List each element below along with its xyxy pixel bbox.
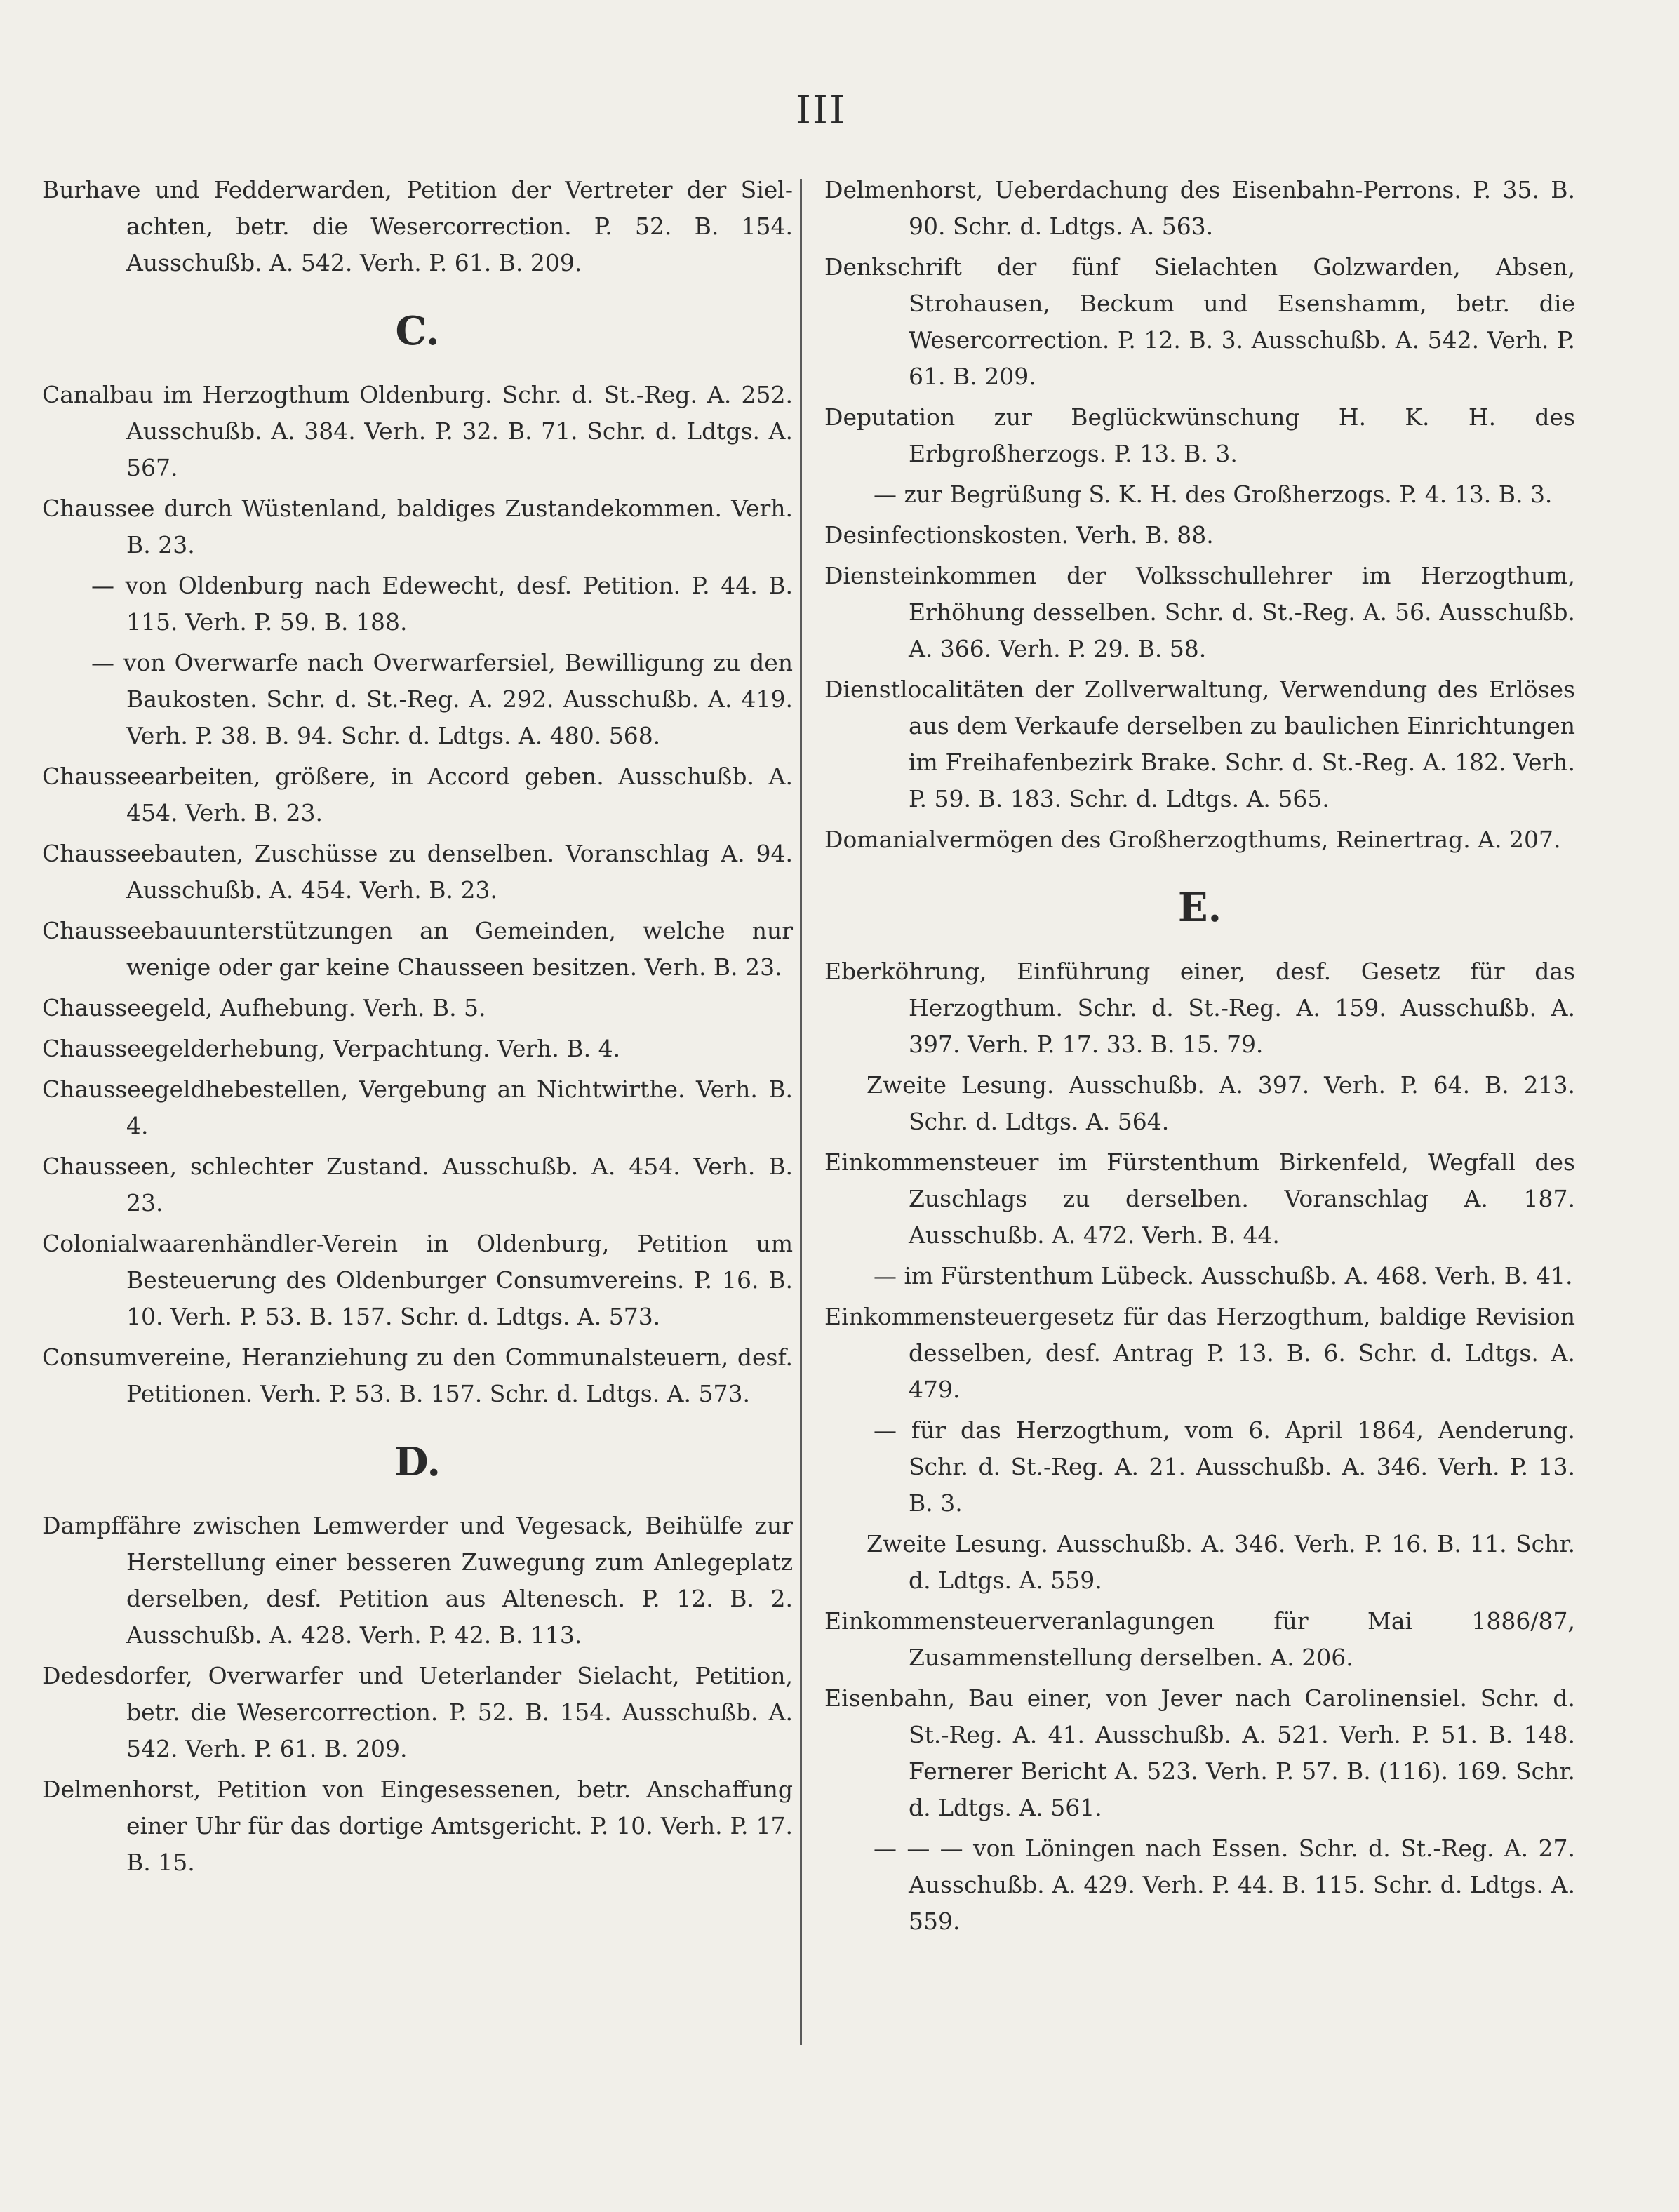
index-entry: Dienstlocalitäten der Zollverwaltung, Verwendung des Erlöses aus dem Verkaufe derselben zu baulichen Einrichtungen im Freihafenbezirk Brake. Schr. d. St.-Reg. A. 182. Verh. P. 59. B. 183. Schr. d. Ldtgs. A. 565. xyxy=(824,676,1575,812)
index-entry: Chausseebauunterstützungen an Gemeinden, welche nur wenige oder gar keine Chausseen besitzen. Verh. B. 23. xyxy=(42,917,793,981)
index-entry: Zweite Lesung. Ausschußb. A. 346. Verh. P. 16. B. 11. Schr. d. Ldtgs. A. 559. xyxy=(867,1530,1575,1594)
index-entry: Eberköhrung, Einführung einer, desf. Gesetz für das Herzogthum. Schr. d. St.-Reg. A. 159. Ausschußb. A. 397. Verh. P. 17. 33. B. 15. 79. xyxy=(824,958,1575,1058)
index-entry: — im Fürstenthum Lübeck. Ausschußb. A. 468. Verh. B. 41. xyxy=(874,1262,1573,1289)
index-entry: Chausseegeld, Aufhebung. Verh. B. 5. xyxy=(42,994,486,1021)
index-entry: Canalbau im Herzogthum Oldenburg. Schr. d. St.-Reg. A. 252. Ausschußb. A. 384. Verh. P. 32. B. 71. Schr. d. Ldtgs. A. 567. xyxy=(42,381,793,481)
index-entry: Denkschrift der fünf Sielachten Golzwarden, Absen, Strohausen, Beckum und Esenshamm, betr. die Wesercorrection. P. 12. B. 3. Ausschußb. A. 542. Verh. P. 61. B. 209. xyxy=(824,253,1575,390)
index-entry: Burhave und Fedderwarden, Petition der Vertreter der Siel-achten, betr. die Wesercorrection. P. 52. B. 154. Ausschußb. A. 542. Verh. P. 61. B. 209. xyxy=(42,176,793,276)
index-entry: Chausseegeldhebestellen, Vergebung an Nichtwirthe. Verh. B. 4. xyxy=(42,1075,793,1139)
index-entry: Einkommensteuergesetz für das Herzogthum, baldige Revision desselben, desf. Antrag P. 13. B. 6. Schr. d. Ldtgs. A. 479. xyxy=(824,1303,1575,1403)
section-letter: C. xyxy=(395,308,440,354)
index-entry: Chaussee durch Wüstenland, baldiges Zustandekommen. Verh. B. 23. xyxy=(42,495,793,558)
index-entry: Chausseegelderhebung, Verpachtung. Verh. B. 4. xyxy=(42,1035,621,1062)
index-entry: Diensteinkommen der Volksschullehrer im Herzogthum, Erhöhung desselben. Schr. d. St.-Reg. A. 56. Ausschußb. A. 366. Verh. P. 29. B. 58. xyxy=(824,562,1575,662)
index-entry: Deputation zur Beglückwünschung H. K. H. des Erbgroßherzogs. P. 13. B. 3. xyxy=(824,403,1575,467)
section-letter: D. xyxy=(394,1439,441,1485)
index-entry: Dampffähre zwischen Lemwerder und Vegesack, Beihülfe zur Herstellung einer besseren Zuwegung zum Anlegeplatz derselben, desf. Petition aus Altenesch. P. 12. B. 2. Ausschußb. A. 428. Verh. P. 42. B. 113. xyxy=(42,1512,793,1649)
left-column xyxy=(42,172,793,1885)
index-entry: Eisenbahn, Bau einer, von Jever nach Carolinensiel. Schr. d. St.-Reg. A. 41. Ausschußb. A. 521. Verh. P. 51. B. 148. Fernerer Bericht A. 523. Verh. P. 57. B. (116). 169. Schr. d. Ldtgs. A. 561. xyxy=(824,1684,1575,1821)
index-entry: — von Overwarfe nach Overwarfersiel, Bewilligung zu den Baukosten. Schr. d. St.-Reg. A. 292. Ausschußb. A. 419. Verh. P. 38. B. 94. Schr. d. Ldtgs. A. 480. 568. xyxy=(91,649,793,749)
index-entry: Delmenhorst, Petition von Eingesessenen, betr. Anschaffung einer Uhr für das dortige Amtsgericht. P. 10. Verh. P. 17. B. 15. xyxy=(42,1776,793,1876)
index-entry: Einkommensteuerveranlagungen für Mai 1886/87, Zusammenstellung derselben. A. 206. xyxy=(824,1607,1575,1671)
index-entry: Einkommensteuer im Fürstenthum Birkenfeld, Wegfall des Zuschlags zu derselben. Voranschlag A. 187. Ausschußb. A. 472. Verh. B. 44. xyxy=(824,1148,1575,1249)
index-entry: Delmenhorst, Ueberdachung des Eisenbahn-Perrons. P. 35. B. 90. Schr. d. Ldtgs. A. 563. xyxy=(824,176,1575,240)
column-divider xyxy=(800,179,802,2045)
index-entry: Dedesdorfer, Overwarfer und Ueterlander Sielacht, Petition, betr. die Wesercorrection. P. 52. B. 154. Ausschußb. A. 542. Verh. P. 61. B. 209. xyxy=(42,1662,793,1762)
right-column xyxy=(824,172,1575,1944)
index-entry: Desinfectionskosten. Verh. B. 88. xyxy=(824,521,1214,549)
index-entry: Colonialwaarenhändler-Verein in Oldenburg, Petition um Besteuerung des Oldenburger Consumvereins. P. 16. B. 10. Verh. P. 53. B. 157. Schr. d. Ldtgs. A. 573. xyxy=(42,1230,793,1330)
index-entry: Chausseebauten, Zuschüsse zu denselben. Voranschlag A. 94. Ausschußb. A. 454. Verh. B. 23. xyxy=(42,840,793,904)
index-entry: — — — von Löningen nach Essen. Schr. d. St.-Reg. A. 27. Ausschußb. A. 429. Verh. P. 44. B. 115. Schr. d. Ldtgs. A. 559. xyxy=(874,1835,1575,1935)
index-entry: — für das Herzogthum, vom 6. April 1864, Aenderung. Schr. d. St.-Reg. A. 21. Ausschußb. A. 346. Verh. P. 13. B. 3. xyxy=(874,1416,1575,1517)
index-entry: Chausseen, schlechter Zustand. Ausschußb. A. 454. Verh. B. 23. xyxy=(42,1153,793,1216)
section-letter: E. xyxy=(1177,885,1222,931)
index-entry: Domanialvermögen des Großherzogthums, Reinertrag. A. 207. xyxy=(824,826,1561,853)
page-number: III xyxy=(795,88,847,133)
index-entry: Consumvereine, Heranziehung zu den Communalsteuern, desf. Petitionen. Verh. P. 53. B. 157. Schr. d. Ldtgs. A. 573. xyxy=(42,1343,793,1407)
index-entry: — zur Begrüßung S. K. H. des Großherzogs. P. 4. 13. B. 3. xyxy=(874,481,1553,508)
index-entry: Chausseearbeiten, größere, in Accord geben. Ausschußb. A. 454. Verh. B. 23. xyxy=(42,763,793,826)
index-entry: — von Oldenburg nach Edewecht, desf. Petition. P. 44. B. 115. Verh. P. 59. B. 188. xyxy=(91,572,793,636)
index-entry: Zweite Lesung. Ausschußb. A. 397. Verh. P. 64. B. 213. Schr. d. Ldtgs. A. 564. xyxy=(867,1071,1575,1135)
